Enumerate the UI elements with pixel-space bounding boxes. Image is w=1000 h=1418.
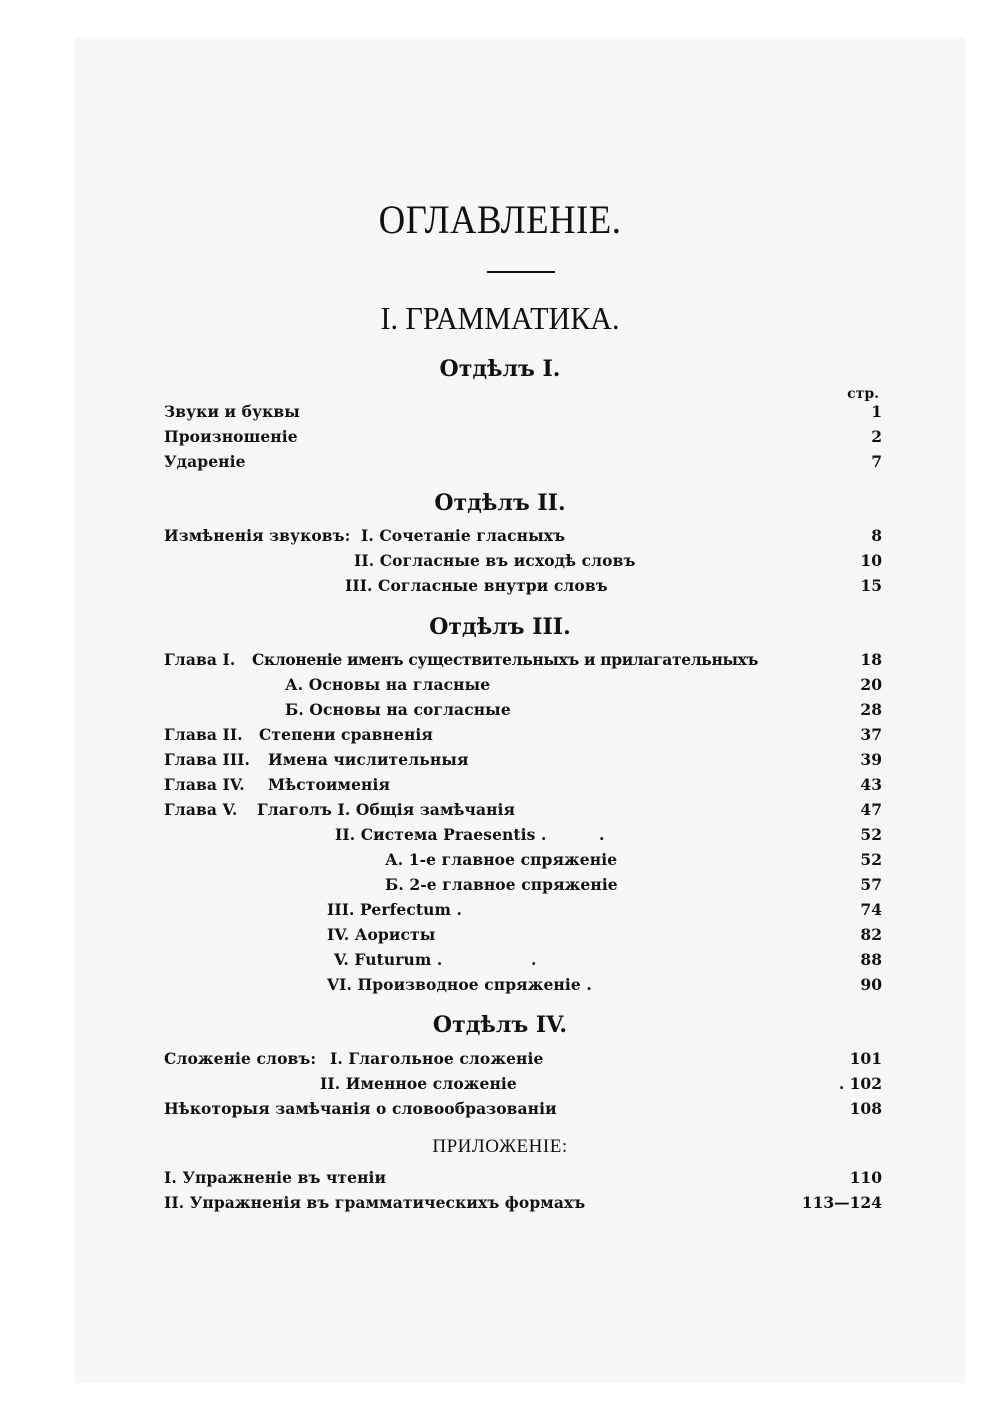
toc-entry-page: 7 [871,452,882,471]
toc-entry-label: Нѣкоторыя замѣчанія о словообразованіи [164,1099,557,1118]
toc-entry-page: 74 [860,900,882,919]
toc-entry [0,1193,1000,1217]
toc-entry-label: Степени сравненія [259,725,433,744]
appendix-heading: ПРИЛОЖЕНІЕ: [432,1136,568,1157]
toc-entry-label: А. 1-е главное спряженіе [385,850,618,869]
toc-entry-page: 110 [849,1168,882,1187]
toc-entry [0,650,1000,674]
toc-entry-label: I. Упражненіе въ чтеніи [164,1168,387,1187]
toc-entry-label: Звуки и буквы [164,402,300,421]
toc-entry [0,750,1000,774]
toc-entry-page: 20 [860,675,882,694]
toc-entry-leader: . [531,950,537,969]
toc-entry-page: 57 [860,875,882,894]
toc-entry-label: VI. Производное спряженіе . [327,975,592,994]
toc-entry [0,775,1000,799]
page-title: ОГЛАВЛЕНІЕ. [378,197,622,242]
toc-entry-page: 8 [871,526,882,545]
toc-entry-prefix: Глава III. [164,750,251,769]
toc-entry-label: Произношеніе [164,427,298,446]
toc-entry-page: 37 [860,725,882,744]
toc-entry-label: I. Глагольное сложеніе [330,1049,544,1068]
toc-entry [0,725,1000,749]
toc-entry-label: II. Именное сложеніе [320,1074,517,1093]
toc-entry-page: 10 [860,551,882,570]
toc-entry [0,675,1000,699]
page-column-label: стр. [847,386,879,402]
toc-entry [0,950,1000,974]
section-heading-2: Отдѣлъ II. [434,490,566,516]
toc-entry-label: Мѣстоименія [268,775,391,794]
toc-entry [0,1099,1000,1123]
toc-entry-prefix: Глава I. [164,650,236,669]
toc-entry-label: I. Сочетаніе гласныхъ [361,526,566,545]
toc-entry-page: 52 [860,850,882,869]
toc-entry-page: 2 [871,427,882,446]
toc-entry-page: 47 [860,800,882,819]
toc-entry-label: II. Согласные въ исходѣ словъ [354,551,636,570]
toc-entry-page: 15 [860,576,882,595]
toc-entry-label: Глаголъ I. Общія замѣчанія [257,800,516,819]
toc-entry-prefix: Глава IV. [164,775,245,794]
toc-entry-page: 108 [849,1099,882,1118]
toc-entry-label: IV. Аористы [327,925,436,944]
toc-entry-label: III. Согласные внутри словъ [345,576,608,595]
toc-entry [0,576,1000,600]
toc-entry-page: 28 [860,700,882,719]
toc-entry-label: Склоненіе именъ существительныхъ и прилагательныхъ [252,650,759,669]
toc-entry-leader: . [599,825,605,844]
toc-entry-prefix: Сложеніе словъ: [164,1049,317,1068]
toc-entry [0,875,1000,899]
toc-entry [0,975,1000,999]
toc-entry-prefix: Глава II. [164,725,243,744]
toc-entry-prefix: Измѣненія звуковъ: [164,526,351,545]
toc-entry-page: 113—124 [801,1193,882,1212]
toc-entry [0,825,1000,849]
section-heading-3: Отдѣлъ III. [429,614,571,640]
toc-entry-prefix: Глава V. [164,800,238,819]
section-heading-1: Отдѣлъ I. [439,356,561,382]
section-heading-4: Отдѣлъ IV. [432,1012,568,1038]
toc-entry [0,700,1000,724]
toc-entry-page: 43 [860,775,882,794]
toc-entry-label: Имена числительныя [268,750,469,769]
toc-entry [0,427,1000,451]
toc-entry-label: II. Система Praesentis . [335,825,547,844]
toc-entry [0,800,1000,824]
toc-entry [0,551,1000,575]
toc-entry-page: 88 [860,950,882,969]
toc-entry [0,925,1000,949]
toc-entry-page: 82 [860,925,882,944]
toc-entry [0,900,1000,924]
toc-entry-page: 18 [860,650,882,669]
toc-entry [0,402,1000,426]
toc-entry-label: V. Futurum . [334,950,443,969]
toc-entry-label: III. Perfectum . [327,900,462,919]
toc-entry [0,1074,1000,1098]
toc-entry-page: 39 [860,750,882,769]
toc-entry-page: . 102 [838,1074,882,1093]
toc-entry [0,526,1000,550]
toc-entry-label: А. Основы на гласные [285,675,491,694]
toc-entry-label: II. Упражненія въ грамматическихъ формахъ [164,1193,586,1212]
toc-entry-label: Удареніе [164,452,246,471]
toc-entry-page: 52 [860,825,882,844]
toc-entry-page: 90 [860,975,882,994]
part-title: I. ГРАММАТИКА. [380,300,620,336]
toc-entry-label: Б. Основы на согласные [285,700,511,719]
toc-entry [0,1049,1000,1073]
toc-entry [0,850,1000,874]
toc-entry-page: 1 [871,402,882,421]
toc-entry-page: 101 [849,1049,882,1068]
toc-entry [0,1168,1000,1192]
toc-entry-label: Б. 2-е главное спряженіе [385,875,618,894]
toc-entry [0,452,1000,476]
